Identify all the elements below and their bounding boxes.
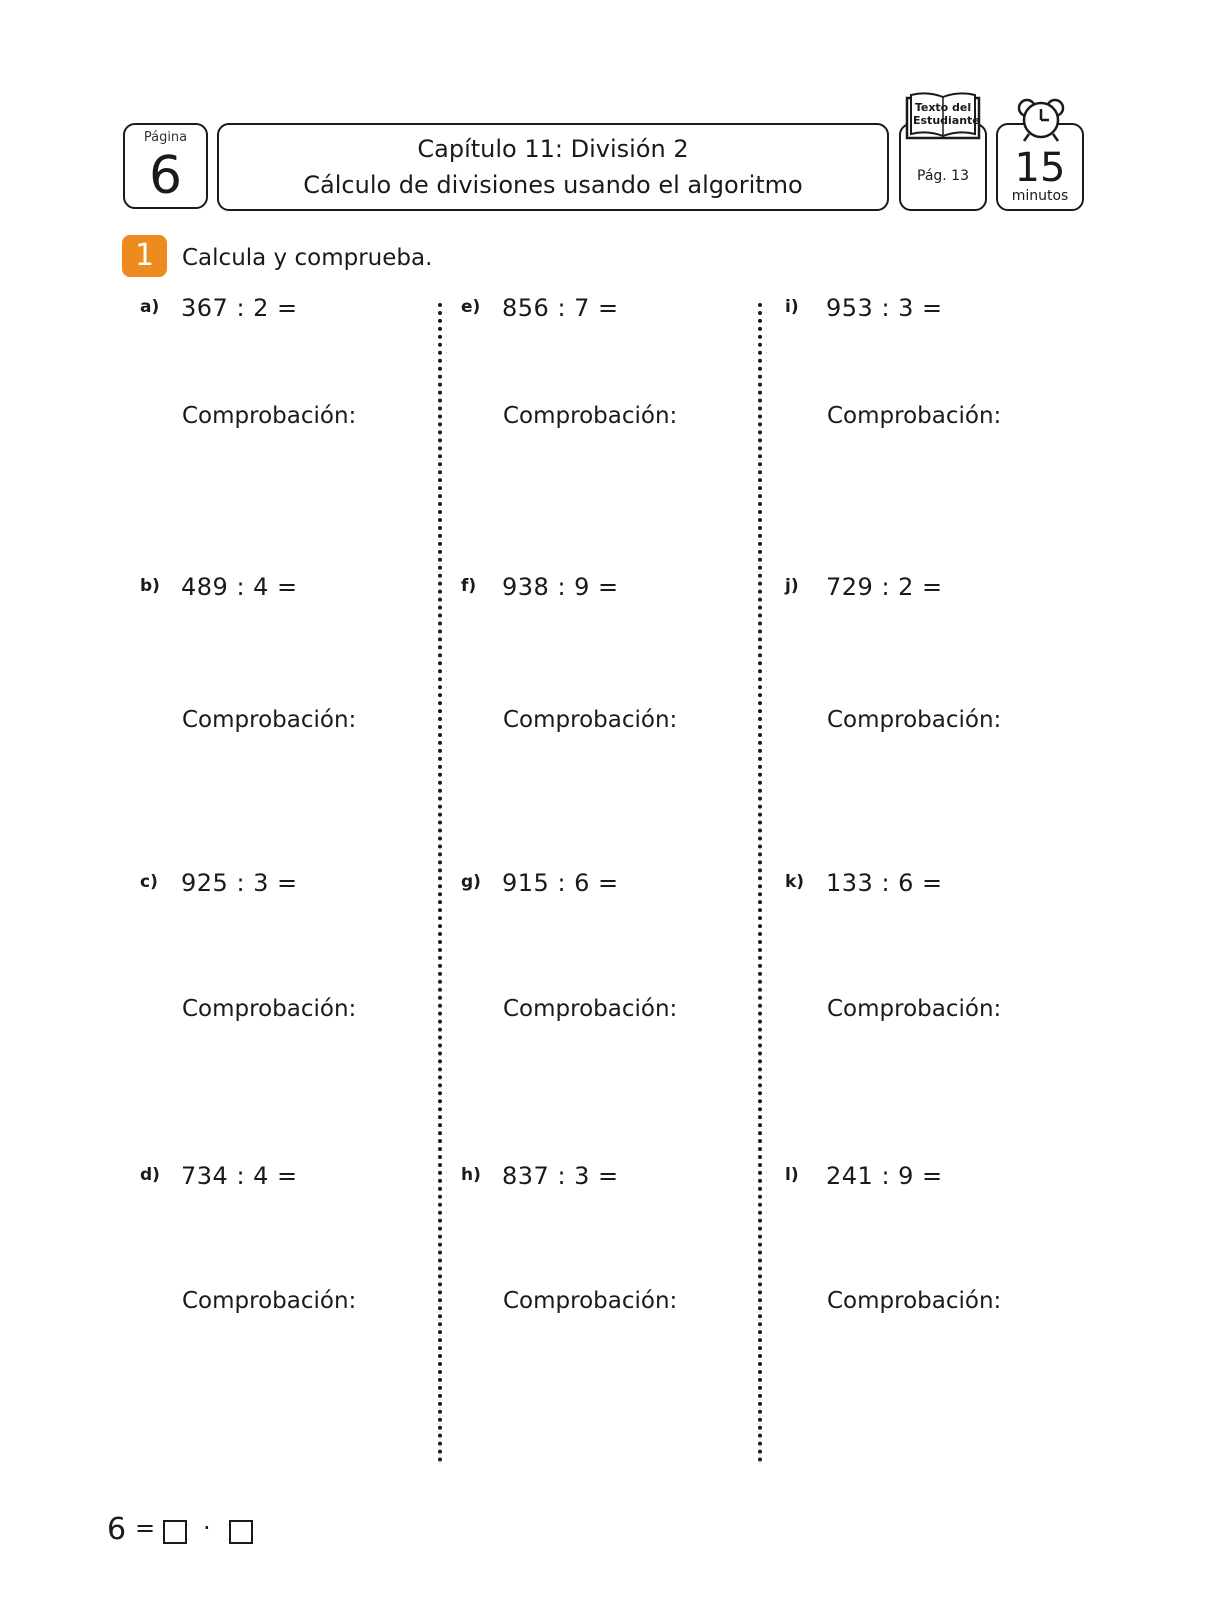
exercise-expression: 953 : 3 = bbox=[826, 294, 943, 322]
exercise-label: g) bbox=[461, 872, 481, 892]
exercise-label: c) bbox=[140, 872, 158, 892]
check-label: Comprobación: bbox=[503, 707, 678, 733]
footer-factor-box-2 bbox=[229, 1520, 253, 1544]
exercise-label: k) bbox=[785, 872, 805, 892]
column-divider-right bbox=[758, 303, 762, 1463]
exercise-expression: 729 : 2 = bbox=[826, 573, 943, 601]
exercise-label: i) bbox=[785, 297, 799, 317]
check-label: Comprobación: bbox=[827, 707, 1002, 733]
exercise-expression: 133 : 6 = bbox=[826, 869, 943, 897]
check-label: Comprobación: bbox=[827, 403, 1002, 429]
check-label: Comprobación: bbox=[827, 996, 1002, 1022]
exercise-expression: 925 : 3 = bbox=[181, 869, 298, 897]
exercise-expression: 938 : 9 = bbox=[502, 573, 619, 601]
activity-number-badge: 1 bbox=[122, 235, 167, 277]
exercise-label: a) bbox=[140, 297, 160, 317]
student-book-label-line2: Estudiante bbox=[913, 114, 980, 127]
exercise-expression: 837 : 3 = bbox=[502, 1162, 619, 1190]
exercise-label: h) bbox=[461, 1165, 481, 1185]
exercise-label: j) bbox=[785, 576, 799, 596]
check-label: Comprobación: bbox=[503, 996, 678, 1022]
alarm-clock-icon bbox=[1013, 96, 1069, 144]
timer-value: 15 bbox=[1014, 145, 1066, 191]
exercise-expression: 367 : 2 = bbox=[181, 294, 298, 322]
book-page-reference: Pág. 13 bbox=[917, 168, 969, 184]
exercise-label: e) bbox=[461, 297, 481, 317]
page-label: Página bbox=[143, 130, 188, 145]
footer-number: 6 bbox=[107, 1512, 127, 1547]
check-label: Comprobación: bbox=[182, 996, 357, 1022]
check-label: Comprobación: bbox=[182, 1288, 357, 1314]
footer-operator: · bbox=[203, 1514, 211, 1542]
column-divider-left bbox=[438, 303, 442, 1463]
exercise-label: b) bbox=[140, 576, 160, 596]
check-label: Comprobación: bbox=[503, 403, 678, 429]
exercise-expression: 241 : 9 = bbox=[826, 1162, 943, 1190]
student-book-label bbox=[913, 101, 980, 127]
footer-equals: = bbox=[135, 1514, 156, 1542]
exercise-label: f) bbox=[461, 576, 477, 596]
exercise-label: l) bbox=[785, 1165, 799, 1185]
page-number-box bbox=[123, 123, 208, 209]
exercise-expression: 915 : 6 = bbox=[502, 869, 619, 897]
timer-unit: minutos bbox=[1011, 188, 1069, 204]
activity-instruction: Calcula y comprueba. bbox=[182, 245, 433, 271]
chapter-title: Capítulo 11: División 2 bbox=[417, 135, 689, 163]
check-label: Comprobación: bbox=[827, 1288, 1002, 1314]
lesson-title: Cálculo de divisiones usando el algoritmo bbox=[303, 171, 803, 199]
page-number: 6 bbox=[148, 146, 183, 206]
exercise-label: d) bbox=[140, 1165, 160, 1185]
footer-factor-box-1 bbox=[163, 1520, 187, 1544]
chapter-title-box bbox=[217, 123, 889, 211]
exercise-expression: 734 : 4 = bbox=[181, 1162, 298, 1190]
check-label: Comprobación: bbox=[182, 707, 357, 733]
student-book-label-line1: Texto del bbox=[914, 101, 972, 114]
exercise-expression: 856 : 7 = bbox=[502, 294, 619, 322]
check-label: Comprobación: bbox=[503, 1288, 678, 1314]
check-label: Comprobación: bbox=[182, 403, 357, 429]
exercise-expression: 489 : 4 = bbox=[181, 573, 298, 601]
